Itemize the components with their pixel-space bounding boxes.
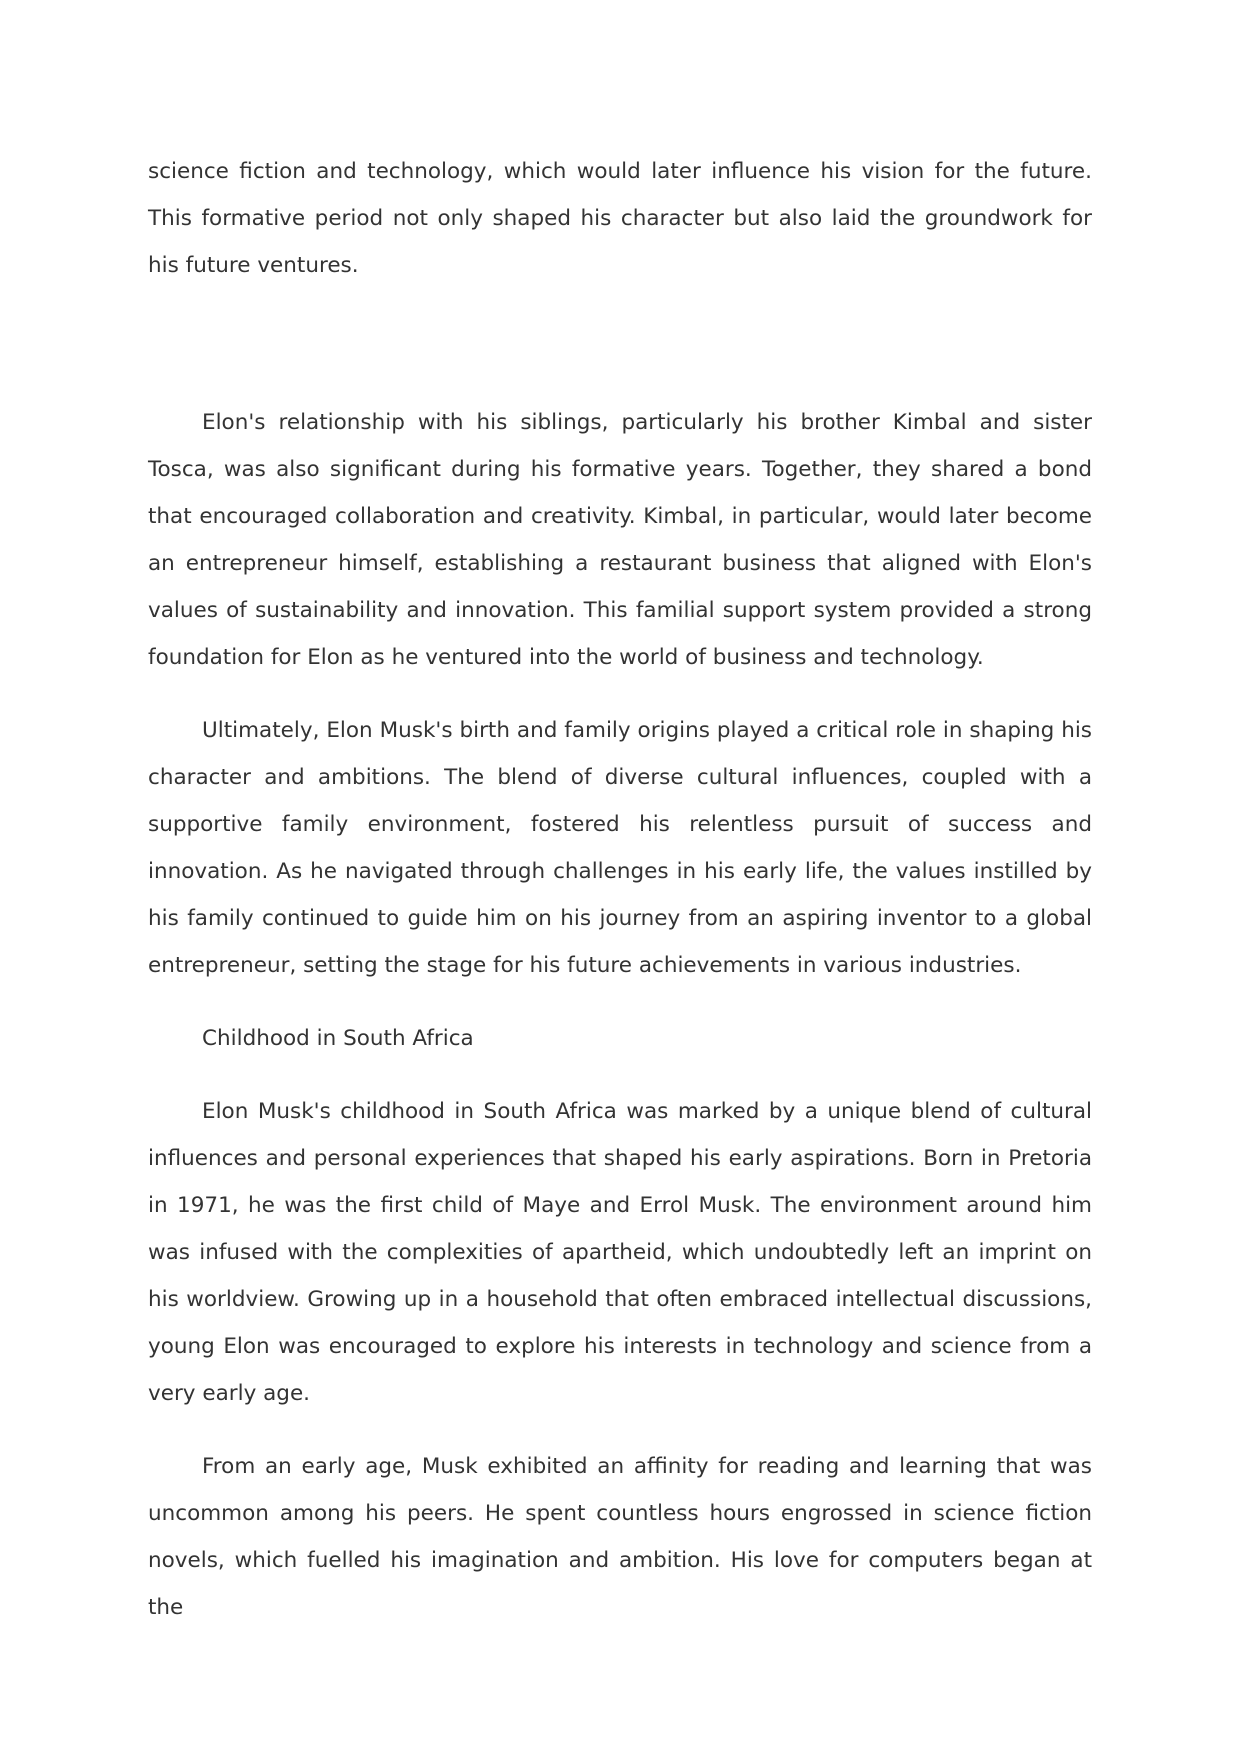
paragraph-childhood: Elon Musk's childhood in South Africa was marked by a unique blend of cultural influences and personal experiences that shaped his early aspirations. Born in Pretoria in 1971, he was the first child of Maye and Errol Musk. The environment around him was infused with the complexities of apartheid, which undoubtedly left an imprint on his worldview. Growing up in a household that often embraced intellectual discussions, young Elon was encouraged to explore his interests in technology and science from a very early age.: [148, 1099, 1092, 1406]
paragraph-reading: From an early age, Musk exhibited an affinity for reading and learning that was uncommon among his peers. He spent countless hours engrossed in science fiction novels, which fuelled his imagination and ambition. His love for computers began at the: [148, 1454, 1092, 1620]
section-heading: Childhood in South Africa: [202, 1026, 474, 1051]
document-body: [148, 148, 1092, 1631]
paragraph-siblings: Elon's relationship with his siblings, particularly his brother Kimbal and sister Tosca, was also significant during his formative years. Together, they shared a bond that encouraged collaboration and creativity. Kimbal, in particular, would later become an entrepreneur himself, establishing a restaurant business that aligned with Elon's values of sustainability and innovation. This familial support system provided a strong foundation for Elon as he ventured into the world of business and technology.: [148, 410, 1092, 670]
paragraph-continued: science fiction and technology, which would later influence his vision for the future. This formative period not only shaped his character but also laid the groundwork for his future ventures.: [148, 159, 1092, 278]
paragraph-family-origins: Ultimately, Elon Musk's birth and family origins played a critical role in shaping his character and ambitions. The blend of diverse cultural influences, coupled with a supportive family environment, fostered his relentless pursuit of success and innovation. As he navigated through challenges in his early life, the values instilled by his family continued to guide him on his journey from an aspiring inventor to a global entrepreneur, setting the stage for his future achievements in various industries.: [148, 718, 1092, 978]
